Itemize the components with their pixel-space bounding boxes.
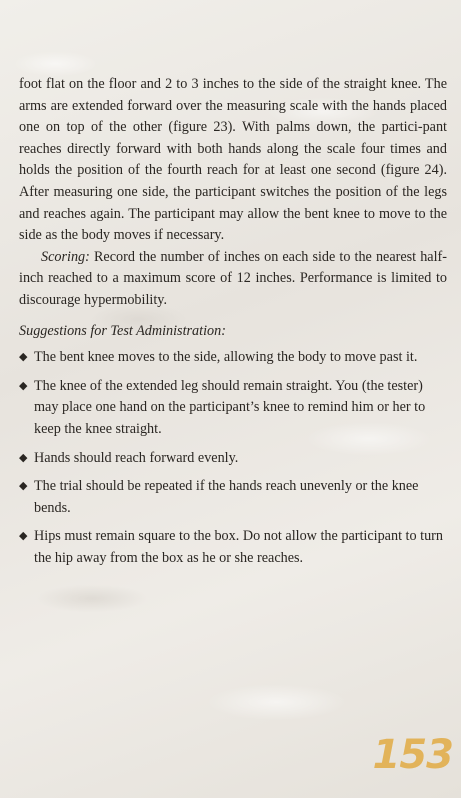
list-item-text: The bent knee moves to the side, allowing the body to move past it. <box>34 349 418 366</box>
diamond-bullet-icon: ◆ <box>19 530 28 543</box>
list-item-text: The knee of the extended leg should remain straight. You (the tester) may place one hand on the participant’s knee to remind him or her to keep the knee straight. <box>34 377 426 437</box>
list-item-text: Hips must remain square to the box. Do not allow the participant to turn the hip away from the box as he or she reaches. <box>34 528 443 566</box>
diamond-bullet-icon: ◆ <box>19 351 28 364</box>
list-item-text: Hands should reach forward evenly. <box>34 449 239 466</box>
list-item-text: The trial should be repeated if the hands reach unevenly or the knee bends. <box>34 478 419 516</box>
suggestions-list <box>19 347 447 569</box>
scoring-paragraph <box>19 247 447 312</box>
diamond-bullet-icon: ◆ <box>19 480 28 493</box>
list-item <box>19 448 447 470</box>
list-item <box>19 526 447 569</box>
list-item <box>19 347 447 369</box>
body-paragraph: foot flat on the floor and 2 to 3 inches to the side of the straight knee. The arms are extended forward over the measuring scale with the hands placed one on top of the other (figure 23). With palms down, the partici-pant reaches directly forward with both hands along the scale four times and holds the position of the fourth reach for at least one second (figure 24). After measuring one side, the participant switches the position of the legs and reaches again. The participant may allow the bent knee to move to the side as the body moves if necessary. <box>19 76 447 244</box>
suggestions-heading: Suggestions for Test Administration: <box>19 322 226 339</box>
diamond-bullet-icon: ◆ <box>19 379 28 392</box>
page-body <box>19 74 447 576</box>
scoring-text: Record the number of inches on each side to the nearest half-inch reached to a maximum score of 12 inches. Performance is limited to discourage hypermobility. <box>19 248 447 308</box>
diamond-bullet-icon: ◆ <box>19 451 28 464</box>
list-item <box>19 476 447 519</box>
page-number: 153 <box>372 732 453 778</box>
list-item <box>19 376 447 441</box>
scoring-label: Scoring: <box>41 248 90 265</box>
